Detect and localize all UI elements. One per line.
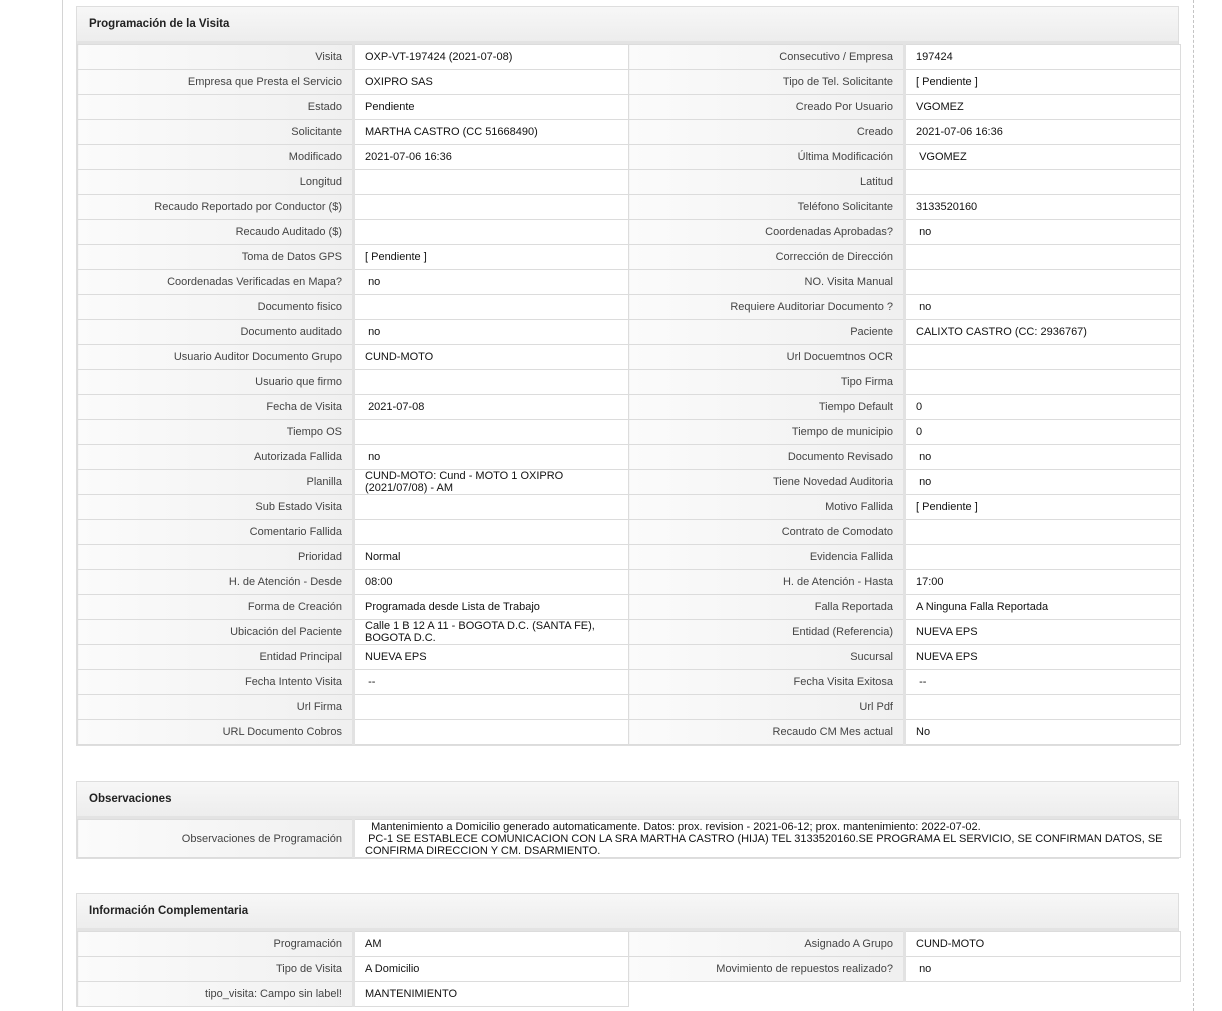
field-label-ultima-modificacion: Última Modificación [629,145,905,170]
field-value-h-de-atencion-hasta: 17:00 [905,570,1181,595]
field-label-tiene-novedad-auditoria: Tiene Novedad Auditoria [629,470,905,495]
field-label-coordenadas-verificadas-en-mapa: Coordenadas Verificadas en Mapa? [78,270,354,295]
field-label-recaudo-cm-mes-actual: Recaudo CM Mes actual [629,720,905,745]
field-label-fecha-visita-exitosa: Fecha Visita Exitosa [629,670,905,695]
field-value-h-de-atencion-desde: 08:00 [354,570,629,595]
field-label-programacion: Programación [78,932,354,957]
field-value-planilla: CUND-MOTO: Cund - MOTO 1 OXIPRO (2021/07/08) - AM [354,470,629,495]
field-label-url-documento-cobros: URL Documento Cobros [78,720,354,745]
field-value-documento-revisado: no [905,445,1181,470]
field-value-creado: 2021-07-06 16:36 [905,120,1181,145]
field-value-contrato-de-comodato [905,520,1181,545]
field-value-tiempo-os [354,420,629,445]
programacion-row [78,270,1181,295]
field-label-visita: Visita [78,45,354,70]
complementaria-section [76,893,1179,1007]
programacion-row [78,720,1181,745]
field-label-url-firma: Url Firma [78,695,354,720]
left-border-line [62,0,63,1011]
programacion-row [78,570,1181,595]
field-value-fecha-intento-visita: -- [354,670,629,695]
observaciones-row [78,820,1181,858]
programacion-section [76,6,1179,746]
complementaria-row [78,932,1181,957]
field-label-ubicacion-del-paciente: Ubicación del Paciente [78,620,354,645]
field-label-coordenadas-aprobadas: Coordenadas Aprobadas? [629,220,905,245]
field-value-no-visita-manual [905,270,1181,295]
field-value-tiempo-default: 0 [905,395,1181,420]
field-label-correccion-de-direccion: Corrección de Dirección [629,245,905,270]
field-label-contrato-de-comodato: Contrato de Comodato [629,520,905,545]
field-value-usuario-auditor-documento-grupo: CUND-MOTO [354,345,629,370]
field-label-estado: Estado [78,95,354,120]
field-label-empresa-que-presta-el-servicio: Empresa que Presta el Servicio [78,70,354,95]
field-label-creado: Creado [629,120,905,145]
field-label-tipo-visita-campo-sin-label: tipo_visita: Campo sin label! [78,982,354,1007]
field-value-latitud [905,170,1181,195]
field-value-requiere-auditoriar-documento: no [905,295,1181,320]
field-label-url-docuemtnos-ocr: Url Docuemtnos OCR [629,345,905,370]
field-value-sucursal: NUEVA EPS [905,645,1181,670]
empty-cell [629,982,1181,1007]
observaciones-section [76,781,1179,859]
programacion-table [77,44,1181,745]
field-value-usuario-que-firmo [354,370,629,395]
field-value-paciente: CALIXTO CASTRO (CC: 2936767) [905,320,1181,345]
programacion-row [78,45,1181,70]
programacion-title: Programación de la Visita [77,7,1178,44]
field-value-falla-reportada: A Ninguna Falla Reportada [905,595,1181,620]
field-value-toma-de-datos-gps: [ Pendiente ] [354,245,629,270]
field-value-recaudo-cm-mes-actual: No [905,720,1181,745]
field-value-telefono-solicitante: 3133520160 [905,195,1181,220]
field-value-fecha-visita-exitosa: -- [905,670,1181,695]
field-value-entidad-referencia: NUEVA EPS [905,620,1181,645]
field-label-paciente: Paciente [629,320,905,345]
field-label-tipo-de-visita: Tipo de Visita [78,957,354,982]
observaciones-title: Observaciones [77,782,1178,819]
field-label-evidencia-fallida: Evidencia Fallida [629,545,905,570]
field-value-tiene-novedad-auditoria: no [905,470,1181,495]
field-value-autorizada-fallida: no [354,445,629,470]
field-label-fecha-de-visita: Fecha de Visita [78,395,354,420]
complementaria-title: Información Complementaria [77,894,1178,931]
field-value-visita: OXP-VT-197424 (2021-07-08) [354,45,629,70]
field-label-fecha-intento-visita: Fecha Intento Visita [78,670,354,695]
field-label-tipo-firma: Tipo Firma [629,370,905,395]
field-value-motivo-fallida: [ Pendiente ] [905,495,1181,520]
field-label-sucursal: Sucursal [629,645,905,670]
field-label-autorizada-fallida: Autorizada Fallida [78,445,354,470]
field-value-programacion: AM [354,932,629,957]
field-label-modificado: Modificado [78,145,354,170]
field-label-requiere-auditoriar-documento: Requiere Auditoriar Documento ? [629,295,905,320]
field-value-asignado-a-grupo: CUND-MOTO [905,932,1181,957]
field-value-url-firma [354,695,629,720]
programacion-row [78,70,1181,95]
field-value-url-documento-cobros [354,720,629,745]
programacion-row [78,95,1181,120]
programacion-row [78,120,1181,145]
programacion-row [78,445,1181,470]
field-value-documento-auditado: no [354,320,629,345]
field-label-sub-estado-visita: Sub Estado Visita [78,495,354,520]
field-value-estado: Pendiente [354,95,629,120]
field-label-falla-reportada: Falla Reportada [629,595,905,620]
field-value-tiempo-de-municipio: 0 [905,420,1181,445]
field-label-h-de-atencion-hasta: H. de Atención - Hasta [629,570,905,595]
field-label-telefono-solicitante: Teléfono Solicitante [629,195,905,220]
observaciones-table [77,819,1181,858]
field-value-evidencia-fallida [905,545,1181,570]
field-value-solicitante: MARTHA CASTRO (CC 51668490) [354,120,629,145]
field-label-consecutivo-empresa: Consecutivo / Empresa [629,45,905,70]
field-label-recaudo-reportado-por-conductor: Recaudo Reportado por Conductor ($) [78,195,354,220]
field-value-movimiento-de-repuestos-realizado: no [905,957,1181,982]
field-value-comentario-fallida [354,520,629,545]
field-value-coordenadas-aprobadas: no [905,220,1181,245]
programacion-row [78,620,1181,645]
field-label-documento-auditado: Documento auditado [78,320,354,345]
field-label-forma-de-creacion: Forma de Creación [78,595,354,620]
field-value-url-docuemtnos-ocr [905,345,1181,370]
programacion-row [78,170,1181,195]
field-value-creado-por-usuario: VGOMEZ [905,95,1181,120]
programacion-row [78,595,1181,620]
field-value-entidad-principal: NUEVA EPS [354,645,629,670]
field-label-recaudo-auditado: Recaudo Auditado ($) [78,220,354,245]
observaciones-label: Observaciones de Programación [78,820,354,858]
field-value-ubicacion-del-paciente: Calle 1 B 12 A 11 - BOGOTA D.C. (SANTA FE), BOGOTA D.C. [354,620,629,645]
field-label-prioridad: Prioridad [78,545,354,570]
programacion-row [78,395,1181,420]
programacion-row [78,220,1181,245]
observaciones-line-2: PC-1 SE ESTABLECE COMUNICACION CON LA SRA MARTHA CASTRO (HIJA) TEL 3133520160.SE PROGRAMA EL SERVICIO, SE CONFIRMAN DATOS, SE CONFIRMA DIRECCION Y CM. DSARMIENTO. [365,832,1166,857]
field-label-entidad-referencia: Entidad (Referencia) [629,620,905,645]
programacion-row [78,295,1181,320]
programacion-row [78,645,1181,670]
field-label-movimiento-de-repuestos-realizado: Movimiento de repuestos realizado? [629,957,905,982]
field-value-recaudo-reportado-por-conductor [354,195,629,220]
field-label-motivo-fallida: Motivo Fallida [629,495,905,520]
field-value-tipo-de-tel-solicitante: [ Pendiente ] [905,70,1181,95]
field-value-recaudo-auditado [354,220,629,245]
field-label-planilla: Planilla [78,470,354,495]
programacion-row [78,470,1181,495]
field-label-latitud: Latitud [629,170,905,195]
field-label-toma-de-datos-gps: Toma de Datos GPS [78,245,354,270]
programacion-row [78,670,1181,695]
field-label-tiempo-default: Tiempo Default [629,395,905,420]
field-label-tipo-de-tel-solicitante: Tipo de Tel. Solicitante [629,70,905,95]
field-value-forma-de-creacion: Programada desde Lista de Trabajo [354,595,629,620]
field-value-prioridad: Normal [354,545,629,570]
field-label-usuario-auditor-documento-grupo: Usuario Auditor Documento Grupo [78,345,354,370]
programacion-row [78,195,1181,220]
field-value-consecutivo-empresa: 197424 [905,45,1181,70]
field-label-usuario-que-firmo: Usuario que firmo [78,370,354,395]
field-value-empresa-que-presta-el-servicio: OXIPRO SAS [354,70,629,95]
complementaria-row [78,982,1181,1007]
programacion-row [78,320,1181,345]
field-label-comentario-fallida: Comentario Fallida [78,520,354,545]
field-value-correccion-de-direccion [905,245,1181,270]
field-value-ultima-modificacion: VGOMEZ [905,145,1181,170]
programacion-row [78,345,1181,370]
programacion-row [78,695,1181,720]
field-value-tipo-de-visita: A Domicilio [354,957,629,982]
field-value-documento-fisico [354,295,629,320]
programacion-row [78,245,1181,270]
field-value-modificado: 2021-07-06 16:36 [354,145,629,170]
programacion-row [78,420,1181,445]
field-label-asignado-a-grupo: Asignado A Grupo [629,932,905,957]
observaciones-value [354,820,1181,858]
field-label-tiempo-os: Tiempo OS [78,420,354,445]
field-value-fecha-de-visita: 2021-07-08 [354,395,629,420]
programacion-row [78,545,1181,570]
field-value-sub-estado-visita [354,495,629,520]
field-value-tipo-visita-campo-sin-label: MANTENIMIENTO [354,982,629,1007]
field-label-no-visita-manual: NO. Visita Manual [629,270,905,295]
field-value-longitud [354,170,629,195]
programacion-row [78,370,1181,395]
field-label-solicitante: Solicitante [78,120,354,145]
field-value-coordenadas-verificadas-en-mapa: no [354,270,629,295]
field-label-url-pdf: Url Pdf [629,695,905,720]
complementaria-table [77,931,1181,1007]
right-dashed-border [1193,0,1194,1011]
observaciones-line-1: Mantenimiento a Domicilio generado automaticamente. Datos: prox. revision - 2021-06-12; prox. mantenimiento: 2022-07-02. [365,820,981,833]
field-label-h-de-atencion-desde: H. de Atención - Desde [78,570,354,595]
complementaria-row [78,957,1181,982]
field-label-entidad-principal: Entidad Principal [78,645,354,670]
field-value-url-pdf [905,695,1181,720]
field-label-tiempo-de-municipio: Tiempo de municipio [629,420,905,445]
field-value-tipo-firma [905,370,1181,395]
field-label-creado-por-usuario: Creado Por Usuario [629,95,905,120]
field-label-documento-fisico: Documento fisico [78,295,354,320]
programacion-row [78,145,1181,170]
programacion-row [78,495,1181,520]
programacion-row [78,520,1181,545]
field-label-documento-revisado: Documento Revisado [629,445,905,470]
field-label-longitud: Longitud [78,170,354,195]
